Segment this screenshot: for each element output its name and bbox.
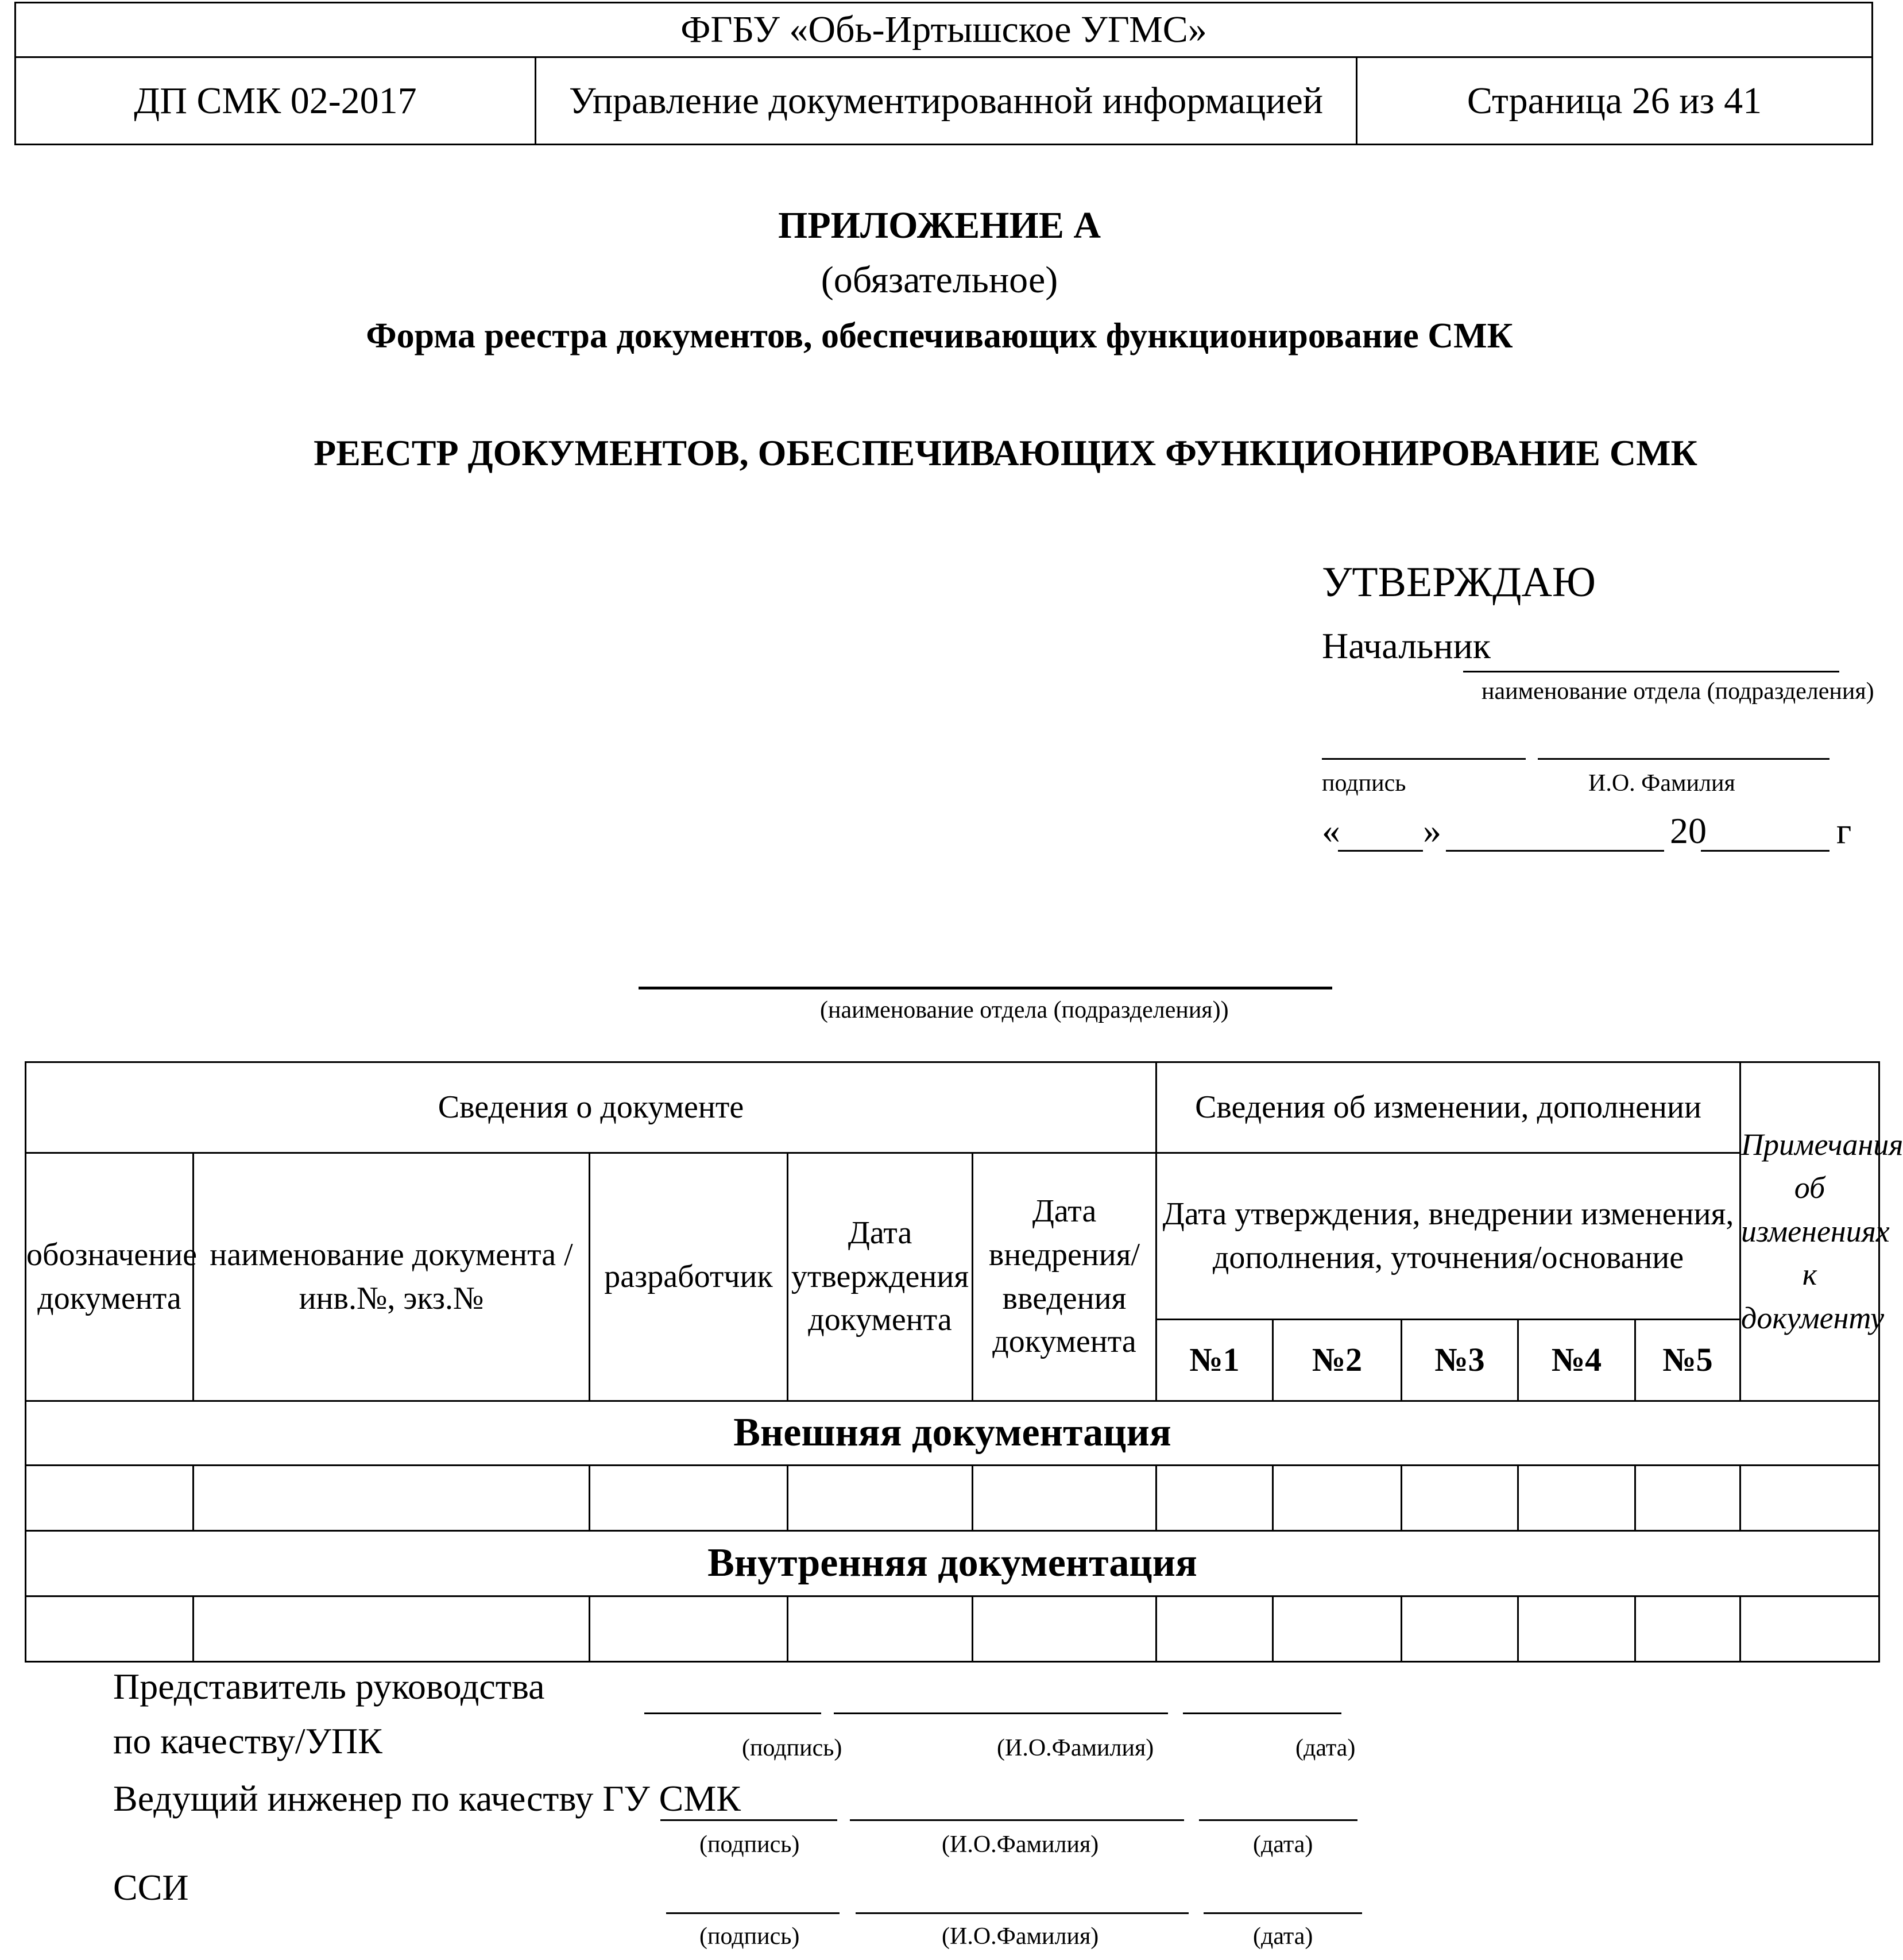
rep-signature-line [644,1712,821,1714]
table-cell[interactable] [1635,1466,1740,1531]
name-caption-top: И.О. Фамилия [1588,770,1735,797]
table-cell[interactable] [1740,1596,1879,1662]
chief-label: Начальник [1322,625,1491,666]
table-cell[interactable] [1157,1466,1273,1531]
org-name: ФГБУ «Обь-Иртышское УГМС» [16,3,1873,57]
table-row [26,1466,1879,1531]
engineer-signature-caption: (подпись) [699,1831,800,1858]
dept-line [1463,671,1839,672]
section-external: Внешняя документация [26,1401,1879,1466]
signature-caption-top: подпись [1322,770,1406,797]
form-title: Форма реестра документов, обеспечивающих функционирование СМК [366,316,1513,355]
table-cell[interactable] [1740,1466,1879,1531]
ssi-label: ССИ [113,1867,189,1908]
group-doc-info: Сведения о документе [26,1062,1157,1153]
month-line [1446,850,1664,852]
approve-label: УТВЕРЖДАЮ [1322,559,1596,606]
rep-date-caption: (дата) [1295,1735,1356,1761]
table-cell[interactable] [26,1596,194,1662]
page-info: Страница 26 из 41 [1357,57,1873,145]
col-name: наименование документа / инв.№, экз.№ [194,1153,590,1401]
table-cell[interactable] [973,1466,1157,1531]
table-cell[interactable] [1518,1596,1635,1662]
change-number-4: №4 [1518,1320,1635,1401]
col-impl-date: Дата внедрения/введения документа [973,1153,1157,1401]
changes-subheader: Дата утверждения, внедрении изменения, дополнения, уточнения/основание [1157,1153,1740,1320]
rep-label-line2: по качеству/УПК [113,1721,382,1761]
department-line [639,987,1332,989]
rep-signature-caption: (подпись) [742,1735,842,1761]
rep-label-line1: Представитель руководства [113,1666,545,1707]
ssi-date-caption: (дата) [1253,1923,1313,1950]
table-cell[interactable] [1402,1466,1518,1531]
col-designation: обозначение документа [26,1153,194,1401]
table-cell[interactable] [590,1596,788,1662]
engineer-signature-line [660,1819,837,1821]
engineer-name-caption: (И.О.Фамилия) [942,1831,1099,1858]
year-line [1701,850,1829,852]
name-line-top [1538,758,1829,760]
group-changes: Сведения об изменении, дополнении [1157,1062,1740,1153]
signature-line-top [1322,758,1526,760]
table-cell[interactable] [1273,1466,1402,1531]
ssi-signature-line [666,1912,840,1914]
table-cell[interactable] [1402,1596,1518,1662]
rep-date-line [1183,1712,1341,1714]
table-cell[interactable] [973,1596,1157,1662]
ssi-name-caption: (И.О.Фамилия) [942,1923,1099,1950]
doc-code: ДП СМК 02-2017 [16,57,536,145]
quote-open: « [1322,810,1340,851]
quote-close: » [1423,810,1441,851]
change-number-1: №1 [1157,1320,1273,1401]
appendix-title: ПРИЛОЖЕНИЕ А [778,204,1101,246]
department-caption: (наименование отдела (подразделения)) [820,997,1229,1023]
col-notes: Примечания об изменениях к документу [1740,1062,1879,1401]
change-number-5: №5 [1635,1320,1740,1401]
col-developer: разработчик [590,1153,788,1401]
table-row [26,1596,1879,1662]
table-cell[interactable] [1273,1596,1402,1662]
registry-title: РЕЕСТР ДОКУМЕНТОВ, ОБЕСПЕЧИВАЮЩИХ ФУНКЦИОНИРОВАНИЕ СМК [314,432,1697,473]
dept-caption-top: наименование отдела (подразделения) [1482,678,1874,705]
section-internal: Внутренняя документация [26,1531,1879,1596]
change-number-2: №2 [1273,1320,1402,1401]
rep-name-line [834,1712,1168,1714]
ssi-signature-caption: (подпись) [699,1923,800,1950]
engineer-label: Ведущий инженер по качеству ГУ СМК [113,1778,741,1819]
registry-table [25,1061,1903,1663]
table-cell[interactable] [590,1466,788,1531]
document-header [14,2,1873,145]
ssi-date-line [1204,1912,1362,1914]
appendix-status: (обязательное) [821,259,1058,301]
day-line [1338,850,1423,852]
table-cell[interactable] [194,1596,590,1662]
table-cell[interactable] [1635,1596,1740,1662]
doc-title: Управление документированной информацией [536,57,1357,145]
ssi-name-line [856,1912,1189,1914]
year-suffix: г [1836,810,1852,851]
table-cell[interactable] [1157,1596,1273,1662]
table-cell[interactable] [194,1466,590,1531]
col-approval-date: Дата утверждения документа [788,1153,973,1401]
table-cell[interactable] [788,1466,973,1531]
table-cell[interactable] [1518,1466,1635,1531]
engineer-name-line [850,1819,1184,1821]
year-prefix: 20 [1670,810,1707,851]
table-cell[interactable] [26,1466,194,1531]
rep-name-caption: (И.О.Фамилия) [997,1735,1154,1761]
engineer-date-line [1199,1819,1357,1821]
engineer-date-caption: (дата) [1253,1831,1313,1858]
table-cell[interactable] [788,1596,973,1662]
change-number-3: №3 [1402,1320,1518,1401]
